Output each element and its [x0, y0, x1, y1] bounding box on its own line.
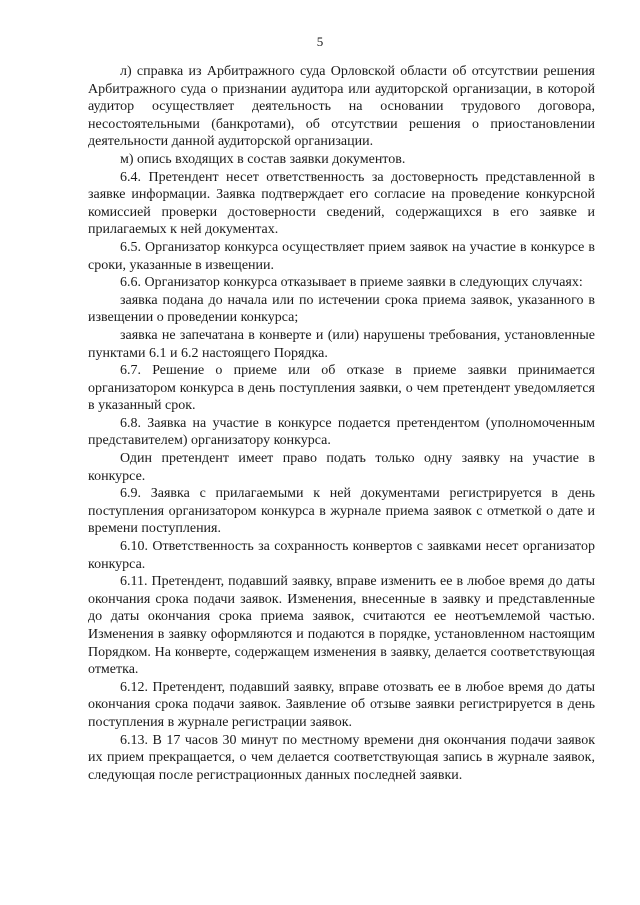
- paragraph-6-5: 6.5. Организатор конкурса осуществляет прием заявок на участие в конкурсе в сроки, указанные в извещении.: [88, 239, 595, 273]
- paragraph-6-7: 6.7. Решение о приеме или об отказе в приеме заявки принимается организатором конкурса в день поступления заявки, о чем претендент уведомляется в указанный срок.: [88, 363, 595, 414]
- paragraph-6-4: 6.4. Претендент несет ответственность за достоверность представленной в заявке информации. Заявка подтверждает его согласие на проведение конкурсной комиссией проверки достоверности сведений, содержащихся в его заявке и прилагаемых к ней документах.: [88, 169, 595, 238]
- paragraph-6-6-case-2: заявка не запечатана в конверте и (или) нарушены требования, установленные пунктами 6.1 и 6.2 настоящего Порядка.: [88, 327, 595, 361]
- paragraph-6-9: 6.9. Заявка с прилагаемыми к ней документами регистрируется в день поступления организатором конкурса в журнале приема заявок с отметкой о дате и времени поступления.: [88, 486, 595, 537]
- paragraph-item-m: м) опись входящих в состав заявки документов.: [120, 151, 406, 167]
- document-body: [88, 63, 595, 784]
- page-number: 5: [316, 34, 324, 49]
- paragraph-6-13: 6.13. В 17 часов 30 минут по местному времени дня окончания подачи заявок их прием прекращается, о чем делается соответствующая запись в журнале заявок, следующая после регистрационных данных последней заявки.: [88, 732, 595, 783]
- paragraph-6-12: 6.12. Претендент, подавший заявку, вправе отозвать ее в любое время до даты окончания срока подачи заявок. Заявление об отзыве заявки регистрируется в день поступления в журнале регистрации заявок.: [88, 679, 595, 730]
- paragraph-item-l: л) справка из Арбитражного суда Орловской области об отсутствии решения Арбитражного суда о признании аудитора или аудиторской организации, в которой аудитор осуществляет деятельность на основании трудового договора, несостоятельными (банкротами), об отсутствии решения о приостановлении деятельности данной аудиторской организации.: [88, 64, 595, 150]
- paragraph-6-10: 6.10. Ответственность за сохранность конвертов с заявками несет организатор конкурса.: [88, 539, 595, 572]
- paragraph-6-6: 6.6. Организатор конкурса отказывает в приеме заявки в следующих случаях:: [120, 275, 583, 291]
- paragraph-6-8-note: Один претендент имеет право подать только одну заявку на участие в конкурсе.: [88, 451, 595, 484]
- paragraph-6-11: 6.11. Претендент, подавший заявку, вправе изменить ее в любое время до даты окончания срока подачи заявок. Изменения, внесенные в заявку и представленные до даты окончания срока приема заявок, считаются ее неотъемлемой частью. Изменения в заявку оформляются и подаются в порядке, установленном настоящим Порядком. На конверте, содержащем изменения в заявку, делается соответствующая отметка.: [88, 574, 595, 678]
- paragraph-6-8: 6.8. Заявка на участие в конкурсе подается претендентом (уполномоченным представителем) организатору конкурса.: [88, 415, 595, 449]
- paragraph-6-6-case-1: заявка подана до начала или по истечении срока приема заявок, указанного в извещении о проведении конкурса;: [88, 292, 595, 326]
